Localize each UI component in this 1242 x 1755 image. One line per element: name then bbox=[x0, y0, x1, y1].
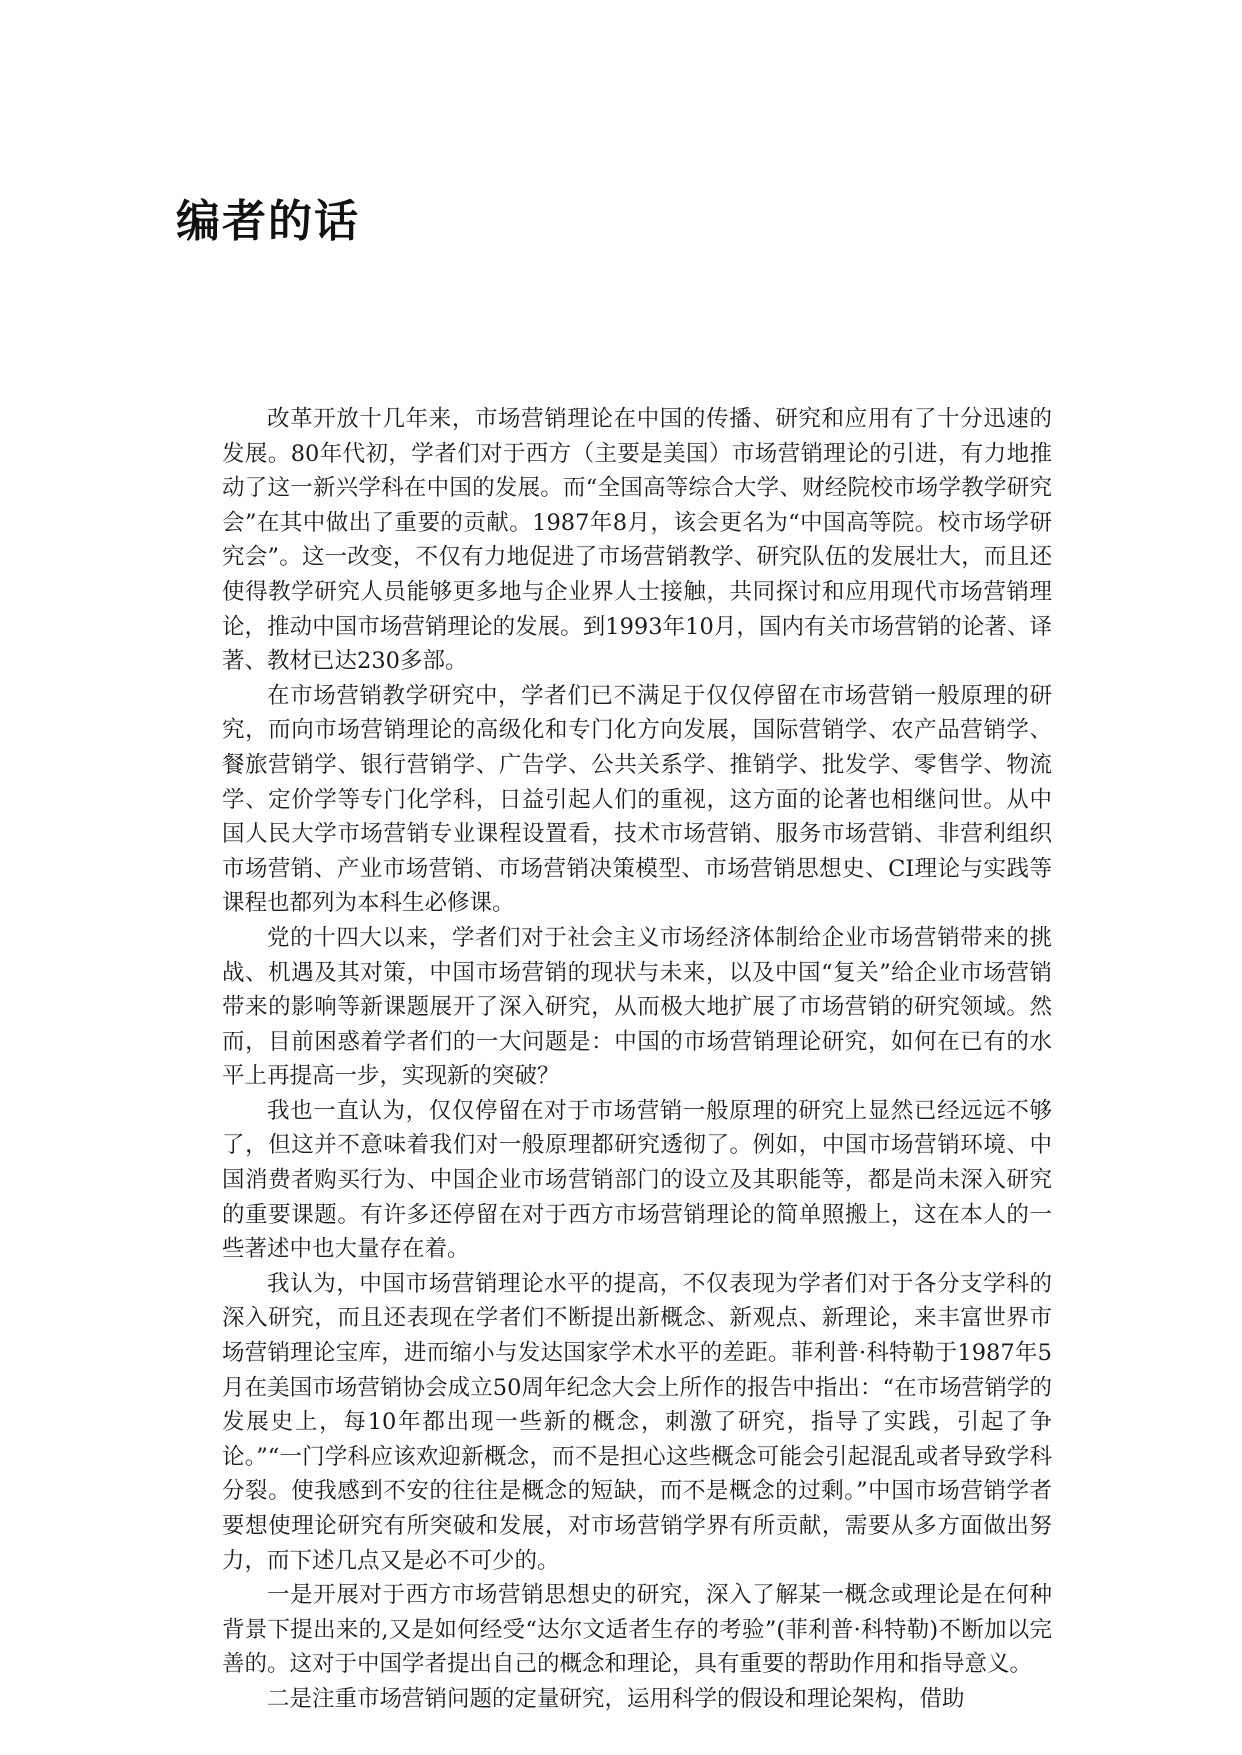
paragraph-7: 二是注重市场营销问题的定量研究，运用科学的假设和理论架构，借助 bbox=[267, 1685, 965, 1712]
paragraph-3: 党的十四大以来，学者们对于社会主义市场经济体制给企业市场营销带来的挑战、机遇及其对策，中国市场营销的现状与未来，以及中国“复关”给企业市场营销带来的影响等新课题展开了深入研究，从而极大地扩展了市场营销的研究领域。然而，目前困惑着学者们的一大问题是：中国的市场营销理论研究，如何在已有的水平上再提高一步，实现新的突破？ bbox=[222, 924, 1052, 1090]
paragraph-6: 一是开展对于西方市场营销思想史的研究，深入了解某一概念或理论是在何种背景下提出来的,又是如何经受“达尔文适者生存的考验”(菲利普·科特勒)不断加以完善的。这对于中国学者提出自己的概念和理论，具有重要的帮助作用和指导意义。 bbox=[222, 1582, 1052, 1678]
paragraph-4: 我也一直认为，仅仅停留在对于市场营销一般原理的研究上显然已经远远不够了，但这并不意味着我们对一般原理都研究透彻了。例如，中国市场营销环境、中国消费者购买行为、中国企业市场营销部门的设立及其职能等，都是尚未深入研究的重要课题。有许多还停留在对于西方市场营销理论的简单照搬上，这在本人的一些著述中也大量存在着。 bbox=[222, 1097, 1052, 1263]
body-text bbox=[222, 402, 1052, 1717]
paragraph-2: 在市场营销教学研究中，学者们已不满足于仅仅停留在市场营销一般原理的研究，而向市场营销理论的高级化和专门化方向发展，国际营销学、农产品营销学、餐旅营销学、银行营销学、广告学、公共关系学、推销学、批发学、零售学、物流学、定价学等专门化学科，日益引起人们的重视，这方面的论著也相继问世。从中国人民大学市场营销专业课程设置看，技术市场营销、服务市场营销、非营利组织市场营销、产业市场营销、市场营销决策模型、市场营销思想史、CI理论与实践等课程也都列为本科生必修课。 bbox=[222, 682, 1052, 917]
page-title: 编者的话 bbox=[176, 196, 360, 247]
paragraph-5: 我认为，中国市场营销理论水平的提高，不仅表现为学者们对于各分支学科的深入研究，而且还表现在学者们不断提出新概念、新观点、新理论，来丰富世界市场营销理论宝库，进而缩小与发达国家学术水平的差距。菲利普·科特勒于1987年5月在美国市场营销协会成立50周年纪念大会上所作的报告中指出：“在市场营销学的发展史上，每10年都出现一些新的概念，刺激了研究，指导了实践，引起了争论。”“一门学科应该欢迎新概念，而不是担心这些概念可能会引起混乱或者导致学科分裂。使我感到不安的往往是概念的短缺，而不是概念的过剩。”中国市场营销学者要想使理论研究有所突破和发展，对市场营销学界有所贡献，需要从多方面做出努力，而下述几点又是必不可少的。 bbox=[222, 1270, 1052, 1574]
paragraph-1: 改革开放十几年来，市场营销理论在中国的传播、研究和应用有了十分迅速的发展。80年代初，学者们对于西方（主要是美国）市场营销理论的引进，有力地推动了这一新兴学科在中国的发展。而“全国高等综合大学、财经院校市场学教学研究会”在其中做出了重要的贡献。1987年8月，该会更名为“中国高等院。校市场学研究会”。这一改变，不仅有力地促进了市场营销教学、研究队伍的发展壮大，而且还使得教学研究人员能够更多地与企业界人士接触，共同探讨和应用现代市场营销理论，推动中国市场营销理论的发展。到1993年10月，国内有关市场营销的论著、译著、教材已达230多部。 bbox=[222, 406, 1052, 675]
